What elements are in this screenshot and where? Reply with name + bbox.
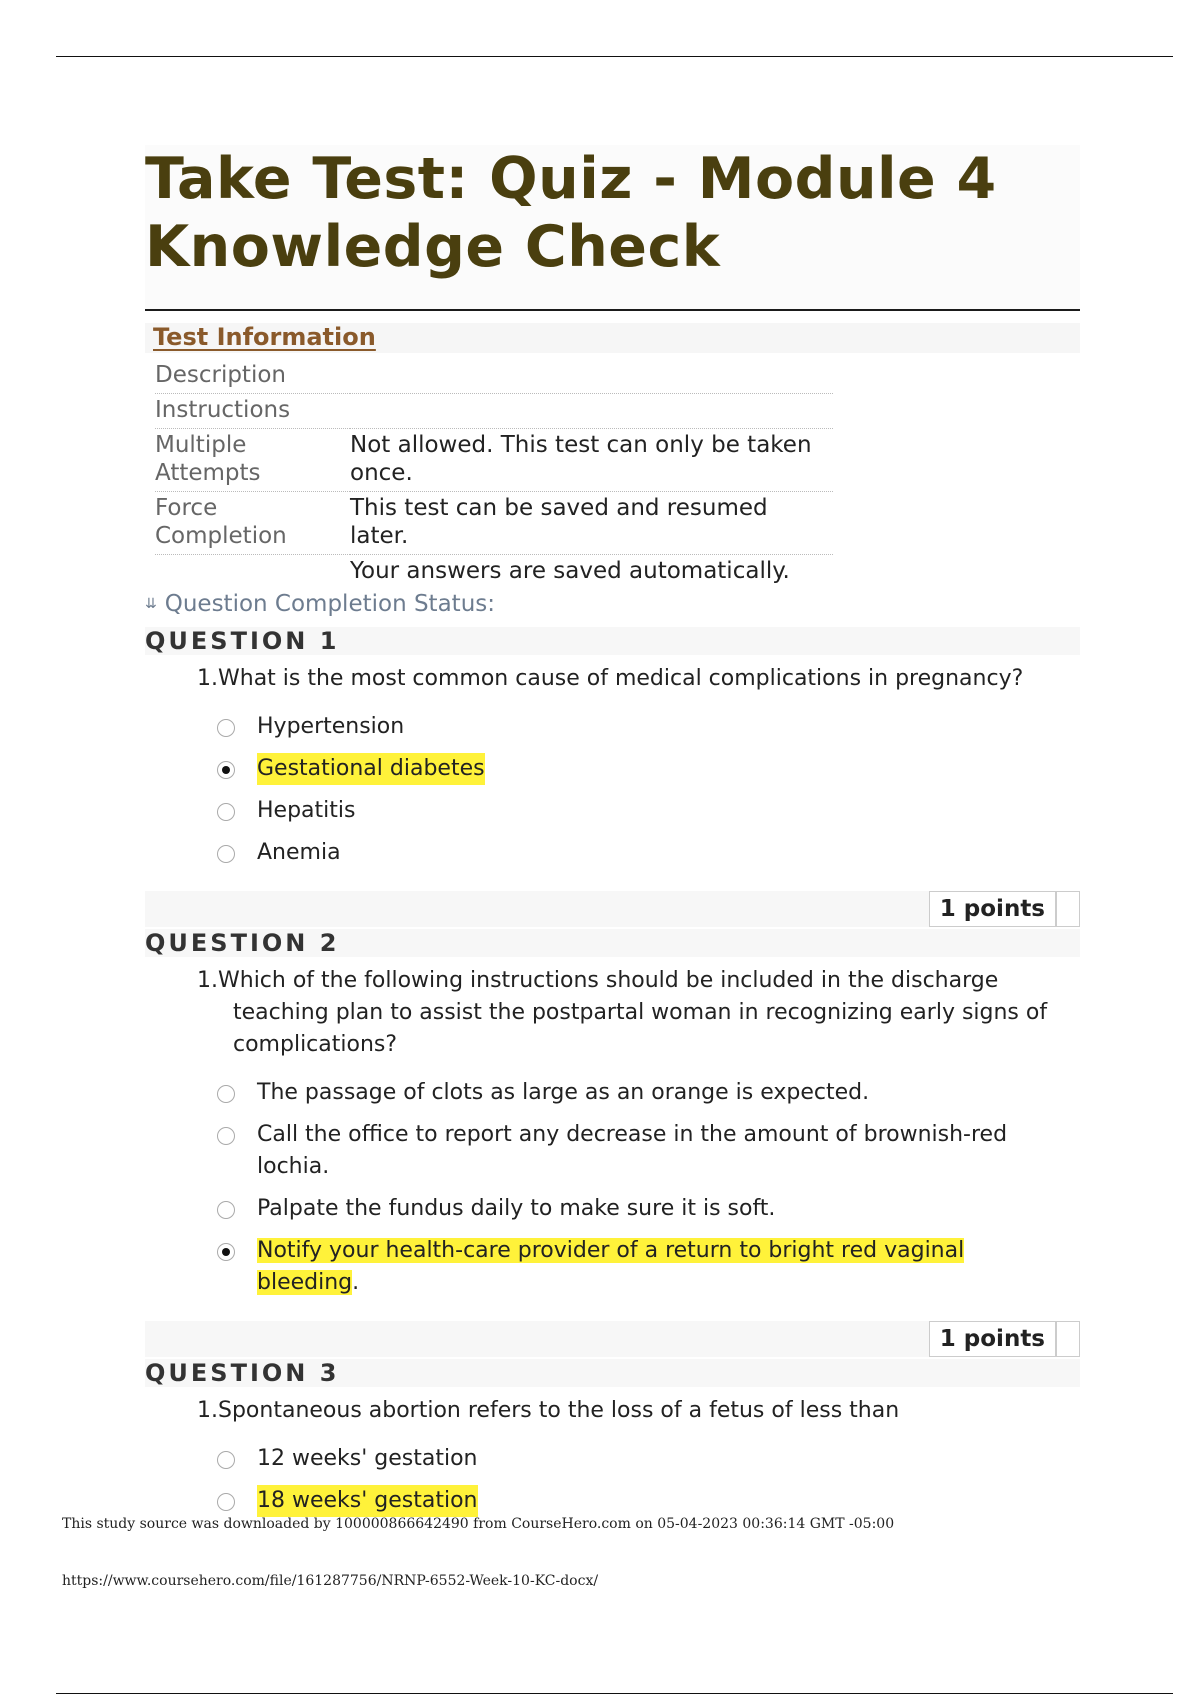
answer-list xyxy=(217,711,1080,869)
points-badge: 1 points xyxy=(929,1321,1056,1357)
points-row xyxy=(145,1321,1080,1357)
chevron-down-icon: ⇊ xyxy=(145,596,157,612)
question-text xyxy=(197,663,1080,695)
test-information-bar xyxy=(145,323,1080,353)
answer-option[interactable] xyxy=(217,1485,1080,1517)
info-key: Force Completion xyxy=(155,492,350,555)
bottom-rule xyxy=(56,1693,1173,1694)
question-text xyxy=(197,1395,1080,1427)
page-title: Take Test: Quiz - Module 4 Knowledge Check xyxy=(145,146,997,280)
download-notice: This study source was downloaded by 100000866642490 from CourseHero.com on 05-04-2023 00:36:14 GMT -05:00 xyxy=(62,1516,895,1532)
radio-button-selected[interactable] xyxy=(217,761,235,779)
radio-button[interactable] xyxy=(217,1127,235,1145)
test-information-heading[interactable]: Test Information xyxy=(153,323,376,351)
points-badge-cap xyxy=(1056,1321,1080,1357)
question-number: 1. xyxy=(197,666,218,691)
completion-status-label: Question Completion Status: xyxy=(164,591,495,617)
answer-label: Hepatitis xyxy=(257,798,356,823)
question-prompt-line: teaching plan to assist the postpartal woman in recognizing early signs of xyxy=(233,1000,1048,1025)
question-header xyxy=(145,627,1080,655)
radio-button[interactable] xyxy=(217,1451,235,1469)
info-value xyxy=(350,394,833,429)
points-badge-cap xyxy=(1056,891,1080,927)
question-prompt-line: complications? xyxy=(233,1032,398,1057)
radio-button-selected[interactable] xyxy=(217,1243,235,1261)
question-number: 1. xyxy=(197,1398,218,1423)
answer-label: 12 weeks' gestation xyxy=(257,1446,478,1471)
info-row-autosave xyxy=(155,555,833,590)
info-key: Multiple Attempts xyxy=(155,429,350,492)
info-key: Instructions xyxy=(155,394,350,429)
points-badge: 1 points xyxy=(929,891,1056,927)
answer-list xyxy=(217,1077,1080,1299)
question-prompt-line: Which of the following instructions should be included in the discharge xyxy=(218,968,999,993)
question-number: 1. xyxy=(197,968,218,993)
top-rule xyxy=(56,56,1173,57)
question-label: QUESTION 1 xyxy=(145,627,340,655)
test-information-table xyxy=(155,359,833,589)
answer-option[interactable] xyxy=(217,1193,1080,1225)
info-key: Description xyxy=(155,359,350,394)
question-label: QUESTION 3 xyxy=(145,1359,340,1387)
answer-option[interactable] xyxy=(217,711,1080,743)
info-key xyxy=(155,555,350,590)
answer-list xyxy=(217,1443,1080,1517)
info-value: Not allowed. This test can only be taken once. xyxy=(350,429,833,492)
radio-button[interactable] xyxy=(217,845,235,863)
answer-option[interactable] xyxy=(217,1235,1080,1299)
info-row-instructions xyxy=(155,394,833,429)
question-prompt: Spontaneous abortion refers to the loss of a fetus of less than xyxy=(218,1398,900,1423)
question-completion-status[interactable] xyxy=(145,591,1080,617)
points-row xyxy=(145,891,1080,927)
answer-label: Hypertension xyxy=(257,714,405,739)
question-prompt: What is the most common cause of medical complications in pregnancy? xyxy=(218,666,1024,691)
info-value: This test can be saved and resumed later. xyxy=(350,492,833,555)
answer-option[interactable] xyxy=(217,1443,1080,1475)
answer-label: Notify your health-care provider of a return to bright red vaginal bleeding xyxy=(257,1238,965,1295)
info-row-force-completion xyxy=(155,492,833,555)
radio-button[interactable] xyxy=(217,803,235,821)
radio-button[interactable] xyxy=(217,1493,235,1511)
answer-label: Anemia xyxy=(257,840,341,865)
answer-label: Call the office to report any decrease in the amount of brownish-red lochia. xyxy=(257,1122,1008,1179)
answer-option[interactable] xyxy=(217,1119,1080,1183)
source-url[interactable]: https://www.coursehero.com/file/161287756/NRNP-6552-Week-10-KC-docx/ xyxy=(62,1573,599,1589)
answer-option[interactable] xyxy=(217,1077,1080,1109)
question-label: QUESTION 2 xyxy=(145,929,340,957)
info-value xyxy=(350,359,833,394)
title-area xyxy=(145,145,1080,311)
answer-label-wrap: Notify your health-care provider of a return to bright red vaginal bleeding. xyxy=(257,1238,965,1295)
question-text xyxy=(197,965,1080,1061)
question-header xyxy=(145,1359,1080,1387)
answer-label: Gestational diabetes xyxy=(257,753,485,785)
answer-label: Palpate the fundus daily to make sure it is soft. xyxy=(257,1196,776,1221)
radio-button[interactable] xyxy=(217,719,235,737)
question-header xyxy=(145,929,1080,957)
radio-button[interactable] xyxy=(217,1201,235,1219)
answer-option[interactable] xyxy=(217,837,1080,869)
answer-option[interactable] xyxy=(217,795,1080,827)
test-page xyxy=(145,145,1080,1527)
answer-option[interactable] xyxy=(217,753,1080,785)
answer-label: The passage of clots as large as an orange is expected. xyxy=(257,1080,870,1105)
info-row-multiple-attempts xyxy=(155,429,833,492)
answer-label: 18 weeks' gestation xyxy=(257,1485,478,1517)
info-row-description xyxy=(155,359,833,394)
info-value: Your answers are saved automatically. xyxy=(350,558,790,584)
radio-button[interactable] xyxy=(217,1085,235,1103)
